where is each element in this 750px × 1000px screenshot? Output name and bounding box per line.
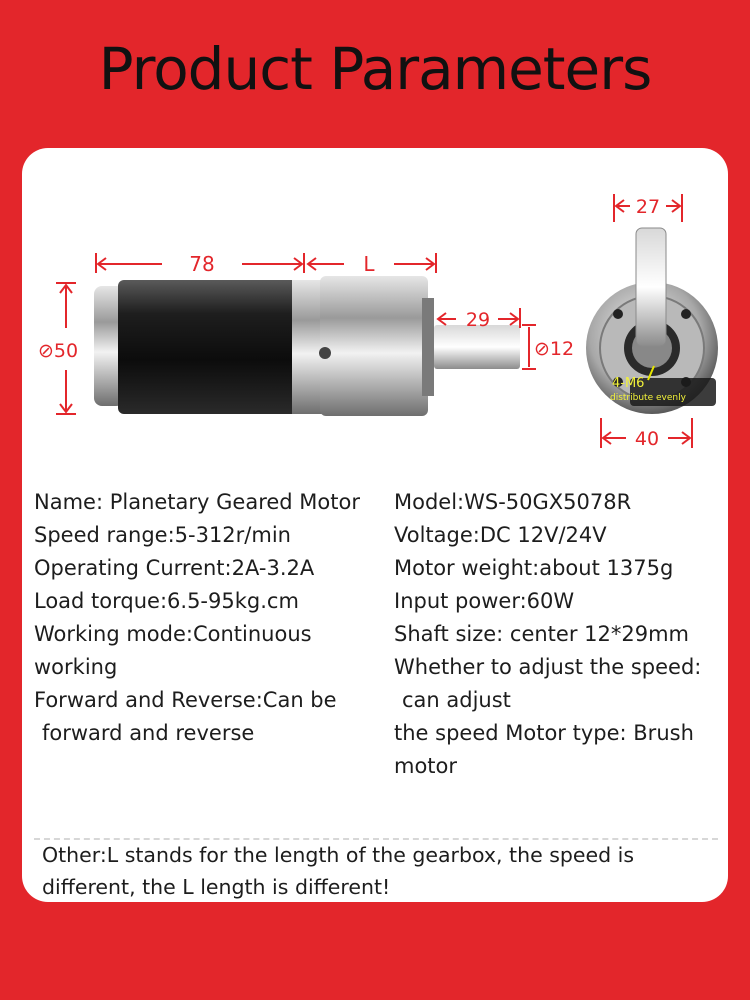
dim-27-label: 27 — [635, 196, 661, 218]
dim-L-label: L — [363, 252, 375, 276]
spec-forward-reverse: Forward and Reverse:Can be — [34, 688, 337, 712]
hole-label: 4-M6 — [612, 376, 645, 391]
specs-right-column — [394, 486, 729, 783]
spec-working-mode-cont: working — [34, 655, 118, 679]
spec-adjust-speed: Whether to adjust the speed: — [394, 655, 702, 679]
spec-model: Model:WS-50GX5078R — [394, 490, 632, 514]
dim-diameter-12-label: ⊘12 — [534, 338, 575, 360]
motor-end-view — [586, 228, 718, 414]
motor-dimension-diagram — [22, 148, 728, 478]
dim-29-label: 29 — [465, 309, 491, 331]
motor-side-view — [94, 276, 520, 416]
spec-shaft-size: Shaft size: center 12*29mm — [394, 622, 690, 646]
spec-load-torque: Load torque:6.5-95kg.cm — [34, 589, 299, 613]
spec-motor-weight: Motor weight:about 1375g — [394, 556, 674, 580]
spec-motor-type-cont: motor — [394, 754, 458, 778]
note-line-1: Other:L stands for the length of the gearbox, the speed is — [42, 843, 635, 867]
note-line-2: different, the L length is different! — [42, 875, 391, 899]
hole-note: distribute evenly — [610, 393, 686, 403]
dim-78-label: 78 — [189, 252, 215, 276]
specs-left-column — [34, 486, 394, 750]
spec-adjust-speed-cont: can adjust — [402, 688, 511, 712]
page-title: Product Parameters — [98, 35, 652, 103]
spec-name: Name: Planetary Geared Motor — [34, 490, 360, 514]
dim-diameter-50-label: ⊘50 — [37, 340, 79, 362]
spec-input-power: Input power:60W — [394, 589, 575, 613]
spec-voltage: Voltage:DC 12V/24V — [394, 523, 607, 547]
note-section — [42, 839, 718, 903]
spec-forward-reverse-cont: forward and reverse — [42, 721, 255, 745]
spec-motor-type: the speed Motor type: Brush — [394, 721, 694, 745]
spec-working-mode: Working mode:Continuous — [34, 622, 312, 646]
parameters-card — [22, 148, 728, 902]
dim-40-label: 40 — [634, 428, 660, 450]
spec-operating-current: Operating Current:2A-3.2A — [34, 556, 315, 580]
header-banner — [0, 0, 750, 148]
spec-speed-range: Speed range:5-312r/min — [34, 523, 291, 547]
